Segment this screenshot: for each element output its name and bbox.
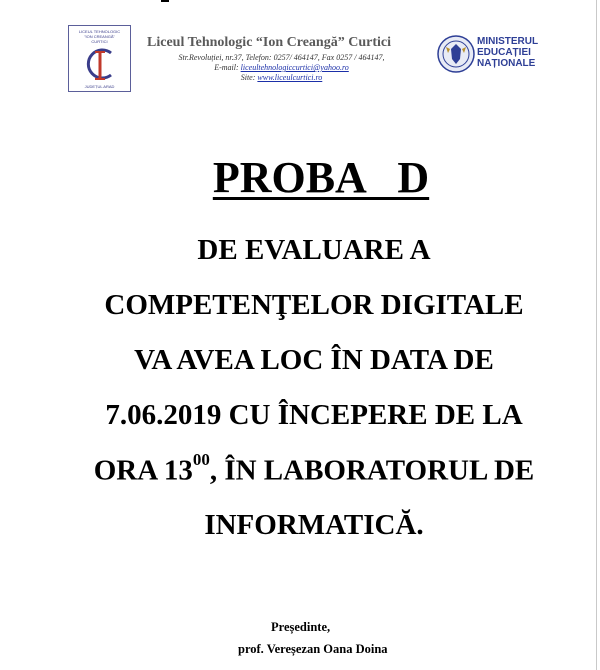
- site-link[interactable]: www.liceulcurtici.ro: [257, 73, 323, 82]
- school-logo: [68, 25, 131, 92]
- announcement-line-4: 7.06.2019 CU ÎNCEPERE DE LA: [105, 399, 523, 431]
- line5-superscript: 00: [192, 450, 210, 469]
- school-name: Liceul Tehnologic “Ion Creangă” Curtici: [147, 35, 391, 50]
- announcement-line-3: VA AVEA LOC ÎN DATA DE: [134, 344, 494, 376]
- ministry-seal-icon: [437, 35, 475, 73]
- school-site-line: [150, 73, 413, 82]
- ministry-line-1: MINISTERUL: [477, 36, 539, 47]
- announcement-line-6: INFORMATICĂ.: [204, 509, 424, 541]
- logo-text-line-2: "ION CREANGĂ": [84, 34, 115, 39]
- school-address: Str.Revoluției, nr.37, Telefon: 0257/ 464147, Fax 0257 / 464147,: [178, 53, 385, 62]
- logo-monogram-icon: [81, 45, 119, 83]
- line5-prefix: ORA 13: [93, 454, 193, 487]
- announcement-title: PROBA D: [212, 153, 430, 202]
- announcement-line-5: [0, 450, 600, 488]
- signature-name: prof. Vereșezan Oana Doina: [238, 642, 388, 656]
- school-email-line: [150, 63, 413, 72]
- logo-bottom-text: JUDEȚUL ARAD: [84, 84, 115, 89]
- announcement-line-1: DE EVALUARE A: [197, 234, 431, 266]
- site-label: Site:: [240, 73, 256, 82]
- signature-role: Președinte,: [271, 620, 331, 634]
- top-mark: [161, 0, 169, 2]
- email-link[interactable]: liceultehnologiccurtici@yahoo.ro: [240, 63, 349, 72]
- page-border-right: [596, 0, 597, 670]
- ministry-name: [477, 36, 538, 69]
- announcement-line-2: COMPETENŢELOR DIGITALE: [104, 289, 524, 321]
- email-label: E-mail:: [214, 63, 239, 72]
- ministry-line-3: NAȚIONALE: [477, 58, 536, 69]
- ministry-line-2: EDUCAȚIEI: [477, 47, 531, 58]
- logo-text-line-3: CURTICI: [91, 39, 108, 44]
- line5-suffix: , ÎN LABORATORUL DE: [209, 454, 535, 487]
- logo-text-line-1: LICEUL TEHNOLOGIC: [78, 29, 121, 34]
